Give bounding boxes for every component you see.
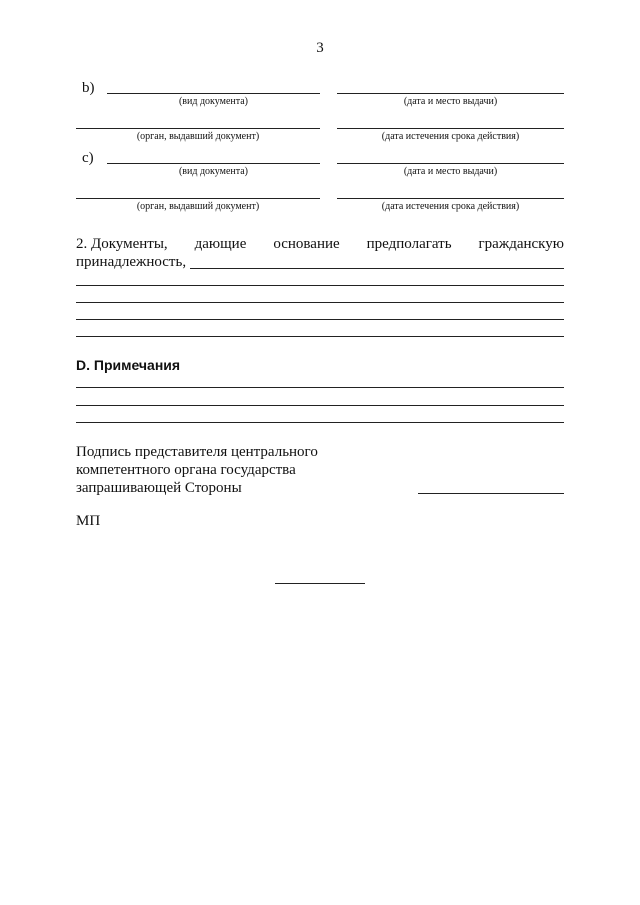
item-b-issue-date-place-caption: (дата и место выдачи) <box>403 96 498 107</box>
item-c-issue-date-place-caption: (дата и место выдачи) <box>403 166 498 177</box>
item-c-issue-date-place-field[interactable] <box>337 163 564 164</box>
section2-second-line-label: принадлежность, <box>76 254 187 270</box>
section2-word: гражданскую <box>478 236 564 252</box>
section2-answer-line-5[interactable] <box>76 336 564 337</box>
item-c-issuer-field[interactable] <box>76 198 320 199</box>
item-c-doc-type-field[interactable] <box>107 163 320 164</box>
item-c-doc-type-caption: (вид документа) <box>178 166 249 177</box>
item-c-letter: c) <box>82 150 94 166</box>
item-c-expiry-caption: (дата истечения срока действия) <box>381 201 520 212</box>
signature-label-line-3: запрашивающей Стороны <box>76 480 242 496</box>
signature-label-line-2: компетентного органа государства <box>76 462 296 478</box>
item-c-expiry-field[interactable] <box>337 198 564 199</box>
item-b-letter: b) <box>82 80 95 96</box>
bottom-separator <box>275 583 365 584</box>
item-b-expiry-caption: (дата истечения срока действия) <box>381 131 520 142</box>
page-number: 3 <box>316 40 324 56</box>
section2-first-line <box>76 236 564 253</box>
notes-line-1[interactable] <box>76 387 564 388</box>
item-b-issue-date-place-field[interactable] <box>337 93 564 94</box>
section-d-heading: D. Примечания <box>76 357 181 373</box>
item-b-issuer-caption: (орган, выдавший документ) <box>136 131 260 142</box>
section2-word: основание <box>273 236 340 252</box>
section2-word: дающие <box>194 236 247 252</box>
item-c-issuer-caption: (орган, выдавший документ) <box>136 201 260 212</box>
signature-label-line-1: Подпись представителя центрального <box>76 444 318 460</box>
notes-line-3[interactable] <box>76 422 564 423</box>
item-b-expiry-field[interactable] <box>337 128 564 129</box>
section2-word: 2. Документы, <box>76 236 168 252</box>
item-b-doc-type-field[interactable] <box>107 93 320 94</box>
signature-field[interactable] <box>418 493 564 494</box>
item-b-doc-type-caption: (вид документа) <box>178 96 249 107</box>
seal-label: МП <box>76 513 101 529</box>
section2-answer-line-4[interactable] <box>76 319 564 320</box>
section2-answer-line-1[interactable] <box>190 268 564 269</box>
section2-word: предполагать <box>366 236 452 252</box>
section2-answer-line-2[interactable] <box>76 285 564 286</box>
item-b-issuer-field[interactable] <box>76 128 320 129</box>
section2-answer-line-3[interactable] <box>76 302 564 303</box>
notes-line-2[interactable] <box>76 405 564 406</box>
